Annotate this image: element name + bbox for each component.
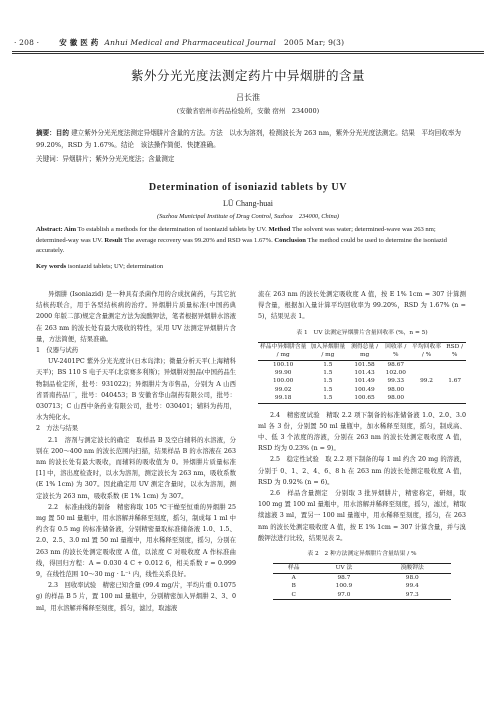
author-cn: 吕长淮: [236, 93, 260, 102]
table-row: [258, 394, 466, 403]
table-cell: 1.5: [308, 394, 347, 403]
table-1: [258, 342, 466, 404]
keywords-en-text: isoniazid tablets; UV; determination: [67, 263, 164, 270]
table-cell: 99.02: [274, 386, 292, 393]
table-row: [258, 377, 466, 385]
abstract-en-conclusion: The method could be used to determine the isoniazid accurately.: [36, 236, 447, 254]
table-2-header-row: [273, 564, 452, 573]
table-cell: 101.43: [354, 370, 375, 377]
table-1-col-header: RSD / %: [443, 342, 466, 360]
table-1-col-header: 平均回收率 / %: [410, 342, 444, 360]
section-1-title: 1 仪器与试药: [36, 347, 79, 355]
section-2-2: 2.2 标准曲线的制备 精密称取 105 ℃干燥至恒重的异烟肼 25 mg 置 50 ml 量瓶中，用水溶解并稀释至刻度，摇匀，制成每 1 ml 中约含有 0.5 mg 的标准储备液，分别精密量取标准储备液 1.0、1.5、2.0、2.5、3.0 ml 置 50 ml 量瓶中，用水稀释至刻度，摇匀，分别在 263 nm 的波长处测定吸收度 A 值，以浓度 C 对吸收度 A 作标准曲线，得回归方程：A = 0.030 4 C + 0.012 6，相关系数 r = 0.999 9，在线性范围 10～30 mg · L⁻¹ 内，线性关系良好。: [36, 503, 236, 579]
running-header: [14, 35, 482, 49]
table-cell: 101.58: [354, 361, 375, 368]
section-2-title: 2 方法与结果: [36, 425, 79, 433]
intro-paragraph: 异烟肼 (Isoniazid) 是一种具有杀菌作用的合成抗菌药，与其它抗结核药联合，用于各型结核病的治疗。异烟肼片质量标准(中国药典 2000 年版二部)规定含量测定方法为溴酸钾法，笔者根据异烟肼水溶液在 263 nm 的波长处有最大吸收的特性，采用 UV 法测定异烟肼片含量，方法简便，结果准确。: [36, 291, 236, 343]
section-2-3: 2.3 回收率试验 精密已知含量 (99.4 mg/片，平均片重 0.1075 g) 的样品 B 5 片，置 100 ml 量瓶中，分别精密加入异烟肼 2、3、0 ml，用水溶解并稀释至刻度，摇匀，滤过，取滤液: [36, 582, 236, 612]
table-cell: 1.5: [323, 386, 333, 393]
table-cell: 100.65: [347, 394, 381, 403]
table-row: [258, 369, 466, 377]
table-cell: 100.10: [273, 361, 294, 368]
keywords-en: [36, 263, 466, 270]
table-cell: 99.18: [258, 394, 308, 403]
abstract-en-result: The average recovery was 99.20% and RSD was 1.67%.: [123, 236, 273, 244]
keywords-cn: 关键词：异烟肼片；紫外分光光度法；含量测定: [36, 155, 175, 163]
table-cell: C: [273, 591, 315, 600]
abstract-en-conclusion-label: Conclusion: [274, 236, 306, 244]
table-cell: 99.33: [387, 378, 405, 385]
keywords-en-label: Key words: [36, 263, 67, 270]
table-2: [273, 563, 452, 600]
abstract-en-method: The solvent was water; determined-wave was 263 nm; determined-way was UV.: [36, 226, 436, 244]
table-cell: 99.4: [405, 583, 419, 590]
abstract-en-label: Abstract: Aim: [36, 226, 77, 233]
table-cell: [410, 386, 444, 394]
header-rule-thin: [12, 53, 484, 54]
table-cell: B: [291, 583, 296, 590]
table-cell: 97.3: [373, 591, 451, 600]
table-cell: 100.00: [273, 378, 294, 385]
table-cell: [443, 386, 466, 394]
table-cell: [410, 360, 444, 369]
table-1-header-row: [258, 342, 466, 360]
section-2-1: 2.1 溶剂与测定波长的确定 取样品 B 及空白辅料的水溶液，分别在 200～400 nm 的波长范围内扫描，结果样品 B 的水溶液在 263 nm 的波长处有最大吸收，而辅料的吸收值为 0。异烟肼片质量标准 [1] 中，溶出度检查时，以水为溶剂，测定波长为 263 nm，吸收系数 (E 1% 1cm) 为 307。因此确定用 UV 测定含量时，以水为溶剂，测定波长为 263 nm，吸收系数 (E 1% 1cm) 为 307。: [36, 436, 236, 500]
abstract-en: [36, 225, 466, 257]
table-row: [273, 573, 452, 582]
journal-name-en: Anhui Medical and Pharmaceutical Journal: [104, 37, 276, 47]
table-1-caption: 表 1 UV 法测定异烟肼片含量回收率 (%，n = 5): [296, 329, 428, 336]
table-cell: 98.67: [387, 361, 405, 368]
table-cell: 102.00: [385, 370, 406, 377]
header-rule-thick: [12, 51, 484, 52]
article-title-en: Determination of isoniazid tablets by UV: [148, 182, 348, 193]
table-2-col-header: 溴酸钾法: [373, 564, 451, 573]
page-number: · 208 ·: [14, 37, 40, 47]
table-1-col-header: 加入异烟肼量 / mg: [308, 342, 347, 360]
table-cell: A: [291, 574, 296, 581]
section-1-text: UV-2401PC 紫外分光光度计(日本岛津)；微量分析天平(上海精科天平)；BS 110 S 电子天平(北京赛多利斯)；异烟肼对照品(中国药品生物制品检定所，批号：931022)；异烟肼片为市售品，分别为 A 山西省晋南药品厂，批号：040453；B 安徽省华山制药有限公司，批号：030713；C 山西中条药业有限公司，批号：030401；辅料为药用，水为纯化水。: [36, 358, 237, 422]
table-cell: 1.5: [323, 370, 333, 377]
table-cell: 99.90: [274, 370, 292, 377]
table-cell: [443, 360, 466, 369]
body-right-column: [258, 289, 466, 600]
section-2-5: 2.5 稳定性试验 取 2.2 项下制备的每 1 ml 约含 20 mg 的溶液，分别于 0、1、2、4、6、8 h 在 263 nm 的波长处测定吸收度 A 值，RSD 为 0.92% (n = 6)。: [258, 456, 466, 486]
table-cell: [443, 369, 466, 377]
table-cell: 100.49: [354, 386, 375, 393]
table-row: [258, 386, 466, 394]
article-title-cn: 紫外分光光度法测定药片中异烟肼的含量: [130, 68, 365, 83]
table-cell: 1.67: [448, 378, 462, 385]
table-2-col-header: 样品: [273, 564, 315, 573]
table-cell: 100.9: [335, 583, 353, 590]
table-cell: 1.5: [323, 378, 333, 385]
table-1-col-header: 回收率 / %: [382, 342, 410, 360]
table-2-caption: 表 2 2 种方法测定异烟肼片含量结果 / %: [307, 551, 417, 558]
section-2-4: 2.4 精密度试验 精取 2.2 项下制备的标准储备液 1.0、2.0、3.0 ml 各 3 份，分别置 50 ml 量瓶中，加水稀释至刻度，摇匀，制成高、中、低 3 个浓度的溶液，分别在 263 nm 的波长处测定吸收度 A 值，RSD 均为 0.23% (n = 9)。: [258, 411, 466, 453]
table-cell: 99.2: [420, 378, 433, 385]
author-en: LÜ Chang-huai: [223, 199, 273, 208]
body-left-column: [36, 289, 236, 614]
abstract-cn-label: 摘要：目的: [36, 129, 69, 137]
abstract-en-method-label: Method: [268, 226, 291, 233]
affiliation-cn: (安徽省宿州市药品检验所，安徽 宿州 234000): [176, 107, 320, 115]
table-2-col-header: UV 法: [315, 564, 373, 573]
table-cell: [410, 369, 444, 377]
table-cell: 98.0: [405, 574, 419, 581]
section-2-6: 2.6 样品含量测定 分别取 3 批异烟肼片，精密称定，研细，取 100 mg 置 100 ml 量瓶中，用水溶解并稀释至刻度，摇匀，滤过，精取续滤液 3 ml，置另一 100 ml 量瓶中，用水稀释至刻度，摇匀，在 263 nm 的波长处测定吸收度 A 值，按 E 1% 1cm = 307 计算含量，并与溴酸钾法进行比较，结果见表 2。: [258, 490, 466, 542]
table-cell: [443, 394, 466, 403]
table-cell: 97.0: [315, 591, 373, 600]
table-cell: 101.49: [354, 378, 375, 385]
table-cell: [410, 394, 444, 403]
table-cell: 98.00: [382, 394, 410, 403]
table-row: [273, 591, 452, 600]
table-cell: 98.00: [387, 386, 405, 393]
table-row: [258, 360, 466, 369]
table-cell: 1.5: [323, 361, 333, 368]
abstract-cn: [36, 128, 466, 151]
table-cell: 98.7: [337, 574, 351, 581]
affiliation-en: (Suzhou Municipal Institute of Drug Control, Suzhou 234000, China): [156, 213, 340, 220]
abstract-cn-text: 建立紫外分光光度法测定异烟肼片含量的方法。方法 以水为溶剂，检测波长为 263 nm，紫外分光光度法测定。结果 平均回收率为 99.20%，RSD 为 1.67%。结论 该法操作简便、快捷准确。: [36, 129, 462, 149]
journal-name-cn: 安 徽 医 药: [59, 37, 99, 47]
table-1-col-header: 测得总量 / mg: [347, 342, 381, 360]
section-2-3-continued: 流在 263 nm 的波长处测定吸收度 A 值，按 E 1% 1cm = 307 计算测得含量，根据加入量计算平均回收率为 99.20%，RSD 为 1.67% (n = 5)，结果见表 1。: [258, 291, 466, 321]
table-1-col-header: 样品中异烟肼含量 / mg: [259, 343, 307, 359]
issue-info: 2005 Mar; 9(3): [283, 37, 345, 47]
abstract-en-aim: To establish a methods for the determination of isoniazid tablets by UV.: [77, 226, 267, 233]
abstract-en-result-label: Result: [104, 236, 123, 244]
table-row: [273, 582, 452, 590]
